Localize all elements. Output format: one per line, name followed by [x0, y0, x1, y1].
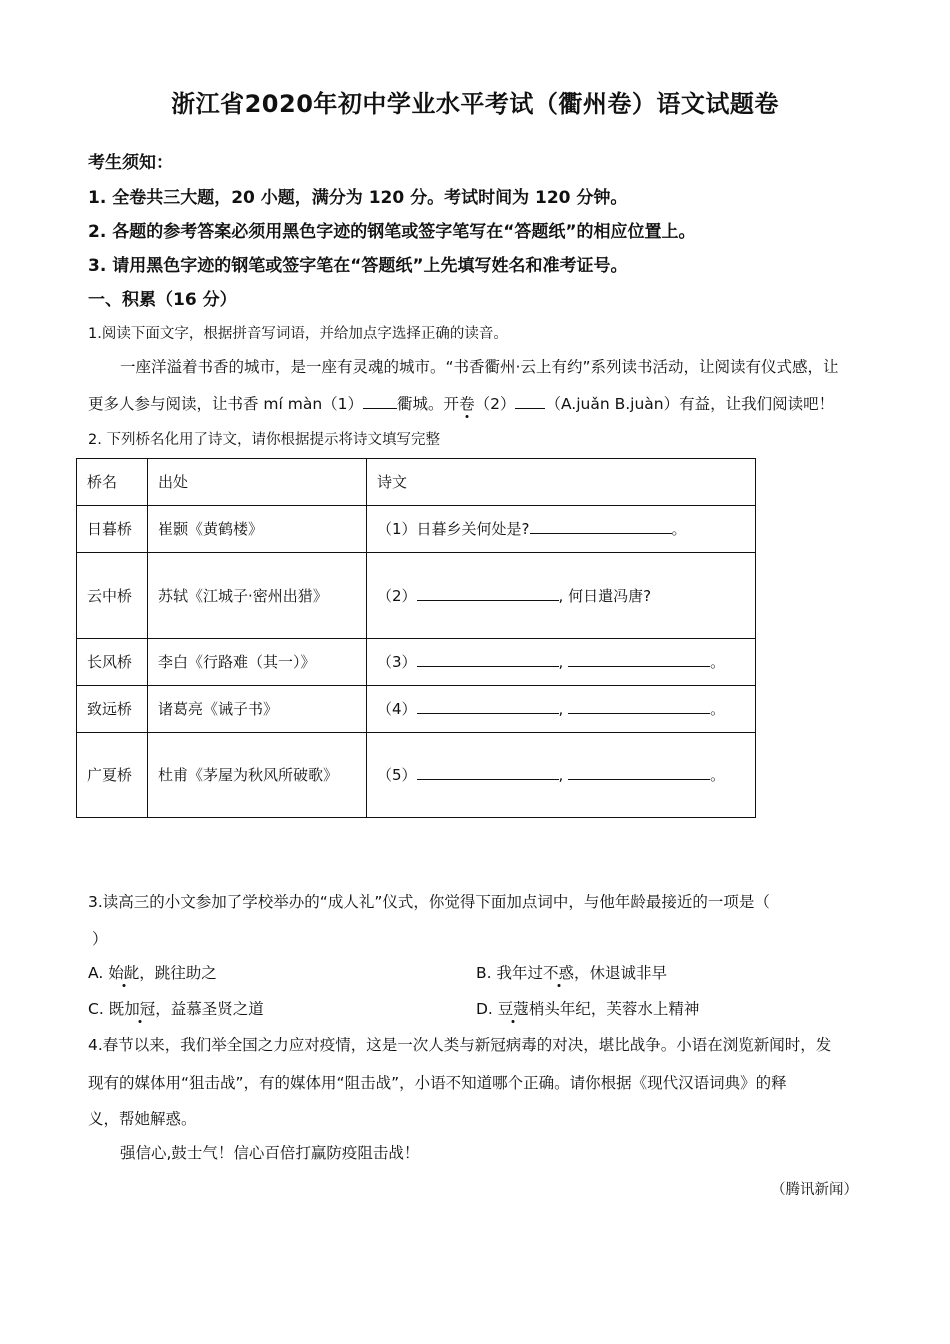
dotted-word: 加冠 [124, 1000, 156, 1018]
poem-source: 杜甫《茅屋为秋风所破歌》 [148, 733, 367, 818]
answer-blank[interactable] [568, 652, 710, 667]
question-1-passage-line-2 [88, 392, 834, 414]
table-row [77, 733, 756, 818]
page-title: 浙江省2020年初中学业水平考试（衢州卷）语文试题卷 [171, 90, 779, 118]
poem-cell [367, 733, 756, 818]
header-source: 出处 [148, 459, 367, 506]
poem-suffix: 。 [710, 700, 726, 718]
passage-text: （A.juǎn B.juàn）有益，让我们阅读吧！ [545, 395, 835, 413]
option-c[interactable] [88, 997, 264, 1019]
option-a[interactable] [88, 961, 217, 983]
poem-source: 李白《行路难（其一）》 [148, 639, 367, 686]
notice-item-2: 2. 各题的参考答案必须用黑色字迹的钢笔或签字笔写在“答题纸”的相应位置上。 [88, 222, 696, 242]
answer-blank[interactable] [568, 699, 710, 714]
poem-cell [367, 553, 756, 639]
question-1-prompt: 1.阅读下面文字，根据拼音写词语，并给加点字选择正确的读音。 [88, 326, 508, 342]
option-letter: A. [88, 964, 109, 982]
option-b[interactable] [476, 961, 667, 983]
option-letter: C. 既 [88, 1000, 125, 1018]
option-letter: D. [476, 1000, 498, 1018]
dotted-word: 不惑 [543, 964, 575, 982]
answer-blank[interactable] [530, 519, 672, 534]
news-quote: 强信心,鼓士气！信心百倍打赢防疫阻击战！ [120, 1144, 420, 1162]
passage-text: 更多人参与阅读，让书香 mí màn（1） [88, 395, 364, 413]
question-1-passage-line-1: 一座洋溢着书香的城市，是一座有灵魂的城市。“书香衢州·云上有约”系列读书活动，让阅读有仪式感，让 [120, 358, 839, 376]
bridge-poem-table [76, 458, 756, 818]
question-4-line-3: 义，帮她解惑。 [88, 1110, 197, 1128]
question-2-prompt: 2. 下列桥名化用了诗文，请你根据提示将诗文填写完整 [88, 432, 440, 448]
dotted-character: 卷 [459, 395, 475, 413]
option-d[interactable] [476, 997, 699, 1019]
poem-cell [367, 639, 756, 686]
table-row [77, 506, 756, 553]
option-text: 梢头年纪，芙蓉水上精神 [528, 1000, 700, 1018]
poem-cell [367, 506, 756, 553]
answer-blank-1[interactable] [363, 394, 397, 409]
answer-blank[interactable] [417, 586, 559, 601]
answer-blank[interactable] [417, 699, 559, 714]
news-source: （腾讯新闻） [771, 1182, 858, 1198]
poem-prefix: （5） [377, 766, 417, 784]
comma: , [558, 700, 564, 718]
bridge-name: 长风桥 [77, 639, 148, 686]
option-text: ，休退诚非早 [574, 964, 668, 982]
option-text: ，益慕圣贤之道 [155, 1000, 264, 1018]
poem-prefix: （2） [377, 586, 417, 605]
notice-item-3: 3. 请用黑色字迹的钢笔或签字笔在“答题纸”上先填写姓名和准考证号。 [88, 256, 628, 276]
answer-blank[interactable] [568, 765, 710, 780]
answer-blank[interactable] [417, 765, 559, 780]
comma: , [558, 653, 564, 671]
poem-suffix: 。 [671, 520, 687, 538]
poem-suffix: 。 [710, 766, 726, 784]
poem-prefix: （4） [377, 700, 417, 718]
question-3-close: ） [92, 930, 108, 948]
table-row [77, 553, 756, 639]
bridge-name: 致远桥 [77, 686, 148, 733]
question-4-line-1: 4.春节以来，我们举全国之力应对疫情，这是一次人类与新冠病毒的对决，堪比战争。小语在浏览新闻时，发 [88, 1036, 832, 1054]
table-row [77, 686, 756, 733]
poem-source: 苏轼《江城子·密州出猎》 [148, 553, 367, 639]
header-poem: 诗文 [367, 459, 756, 506]
question-4-line-2: 现有的媒体用“狙击战”，有的媒体用“阻击战”，小语不知道哪个正确。请你根据《现代汉语词典》的释 [88, 1074, 787, 1092]
question-3-prompt: 3.读高三的小文参加了学校举办的“成人礼”仪式，你觉得下面加点词中，与他年龄最接近的一项是（ [88, 893, 770, 911]
comma: , [558, 766, 564, 784]
section-1-heading: 一、积累（16 分） [88, 290, 237, 310]
passage-text: （2） [474, 395, 516, 413]
poem-suffix: , 何日遣冯唐? [558, 586, 652, 605]
passage-text: 衢城。开 [397, 395, 460, 413]
table-header-row [77, 459, 756, 506]
notice-heading: 考生须知： [88, 153, 173, 173]
dotted-word: 豆蔻 [497, 1000, 529, 1018]
notice-item-1: 1. 全卷共三大题，20 小题，满分为 120 分。考试时间为 120 分钟。 [88, 188, 628, 208]
poem-source: 诸葛亮《诫子书》 [148, 686, 367, 733]
poem-suffix: 。 [710, 653, 726, 671]
bridge-name: 日暮桥 [77, 506, 148, 553]
dotted-word: 始龀 [108, 964, 140, 982]
bridge-name: 云中桥 [77, 553, 148, 639]
poem-cell [367, 686, 756, 733]
bridge-name: 广夏桥 [77, 733, 148, 818]
option-letter: B. 我年过 [476, 964, 543, 982]
header-bridge: 桥名 [77, 459, 148, 506]
table-row [77, 639, 756, 686]
poem-prefix: （1）日暮乡关何处是? [377, 520, 530, 538]
poem-prefix: （3） [377, 653, 417, 671]
option-text: ，跳往助之 [139, 964, 217, 982]
answer-blank-2[interactable] [515, 394, 545, 409]
answer-blank[interactable] [417, 652, 559, 667]
poem-source: 崔颢《黄鹤楼》 [148, 506, 367, 553]
